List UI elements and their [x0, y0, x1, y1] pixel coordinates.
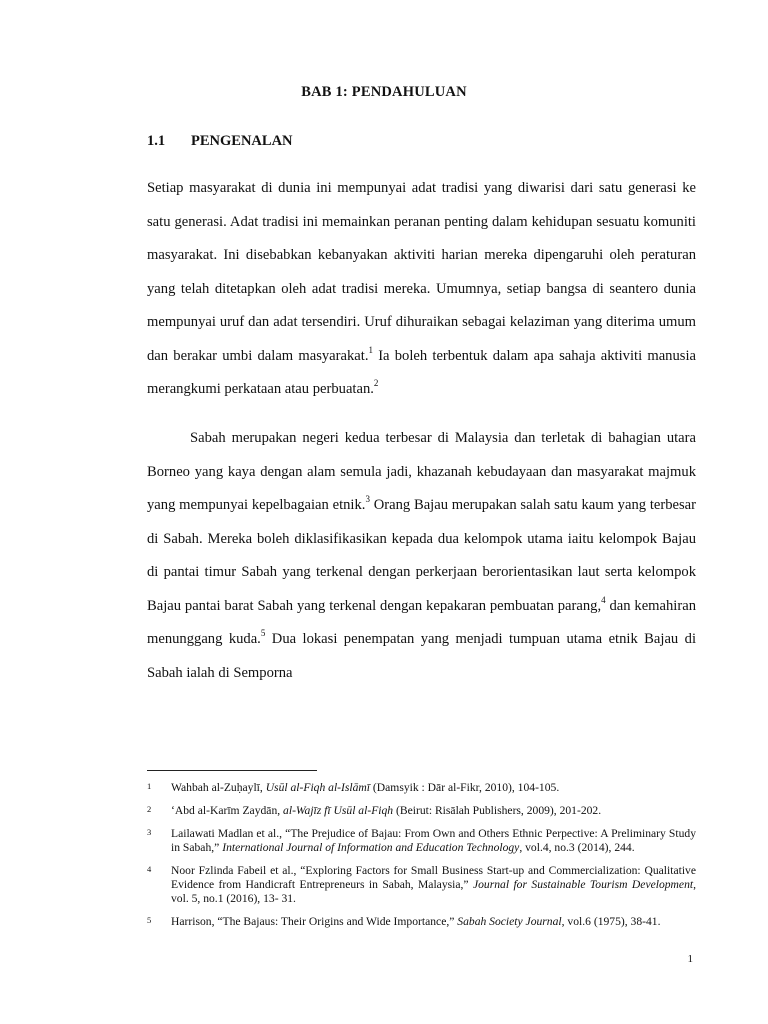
- page-number: 1: [687, 953, 693, 965]
- footnote-number: 3: [147, 827, 152, 837]
- section-number: 1.1: [147, 133, 166, 149]
- footnote-text: [171, 827, 696, 855]
- footnote-number: 2: [147, 804, 152, 814]
- footnote-text-pre: Noor Fzlinda Fabeil et al., “Exploring Factors for Small Business Start-up and Commercialization: Qualitative Evidence from Handicraft Entrepreneurs in Sabah, Malaysia,”: [171, 864, 696, 891]
- footnote-ref-4[interactable]: 4: [601, 594, 606, 605]
- footnote-number: 4: [147, 864, 152, 874]
- footnote-title: Sabah Society Journal: [457, 915, 562, 928]
- footnote-text-pre: Wahbah al-Zuḥaylī,: [171, 781, 266, 794]
- footnote-2: [147, 804, 696, 818]
- footnote-number: 1: [147, 781, 152, 791]
- footnote-text-post: , vol. 5, no.1 (2016), 13- 31.: [171, 878, 696, 905]
- section-title: PENGENALAN: [191, 133, 293, 149]
- section-heading: [147, 133, 293, 150]
- footnote-1: [147, 781, 696, 795]
- footnote-ref-2[interactable]: 2: [373, 378, 379, 389]
- footnote-text: [171, 864, 696, 906]
- footnote-ref-3[interactable]: 3: [365, 494, 370, 505]
- footnote-title: Usūl al-Fiqh al-Islāmī: [265, 781, 371, 794]
- footnote-3: [147, 827, 696, 855]
- footnote-text-pre: ʻAbd al-Karīm Zaydān,: [171, 804, 284, 817]
- footnote-text-post: (Beirut: Risālah Publishers, 2009), 201-202.: [393, 804, 602, 817]
- footnote-text: [171, 781, 696, 795]
- footnote-5: [147, 915, 696, 929]
- footnote-title: al-Wajīz fī Usūl al-Fiqh: [283, 804, 394, 817]
- paragraph-1-text-b: Ia boleh terbentuk dalam apa sahaja aktiviti manusia merangkumi perkataan atau perbuatan.: [147, 347, 696, 397]
- paragraph-2-text-b: Orang Bajau merupakan salah satu kaum yang terbesar di Sabah. Mereka boleh diklasifikasikan kepada dua kelompok utama iaitu kelompok Bajau di pantai timur Sabah yang terkenal dengan perkerjaan berorientasikan laut serta kelompok Bajau pantai barat Sabah yang terkenal dengan kepakaran pembuatan parang,: [147, 497, 697, 614]
- paragraph-1-text-a: Setiap masyarakat di dunia ini mempunyai adat tradisi yang diwarisi dari satu generasi ke satu generasi. Adat tradisi ini memainkan peranan penting dalam kehidupan sesuatu komuniti masyarakat. Ini disebabkan kebanyakan aktiviti harian mereka dipengaruhi oleh peraturan yang telah ditetapkan oleh adat tradisi mereka. Umumnya, setiap bangsa di seantero dunia mempunyai uruf dan adat tersendiri. Uruf dihuraikan sebagai kelaziman yang diterima umum dan berakar umbi dalam masyarakat.: [147, 180, 696, 364]
- footnote-text-pre: Harrison, “The Bajaus: Their Origins and Wide Importance,”: [171, 915, 458, 928]
- footnote-text: [171, 804, 696, 818]
- footnote-number: 5: [147, 915, 152, 925]
- footnote-4: [147, 864, 696, 906]
- footnote-ref-1[interactable]: 1: [368, 344, 373, 355]
- footnote-separator: [147, 770, 317, 771]
- footnote-title: Journal for Sustainable Tourism Development: [472, 878, 694, 891]
- paragraph-1: [147, 172, 696, 407]
- footnote-title: International Journal of Information and Education Technology: [222, 841, 520, 854]
- paragraph-2: [147, 422, 696, 690]
- footnote-text-pre: Lailawati Madlan et al., “The Prejudice of Bajau: From Own and Others Ethnic Perpective: A Preliminary Study in Sabah,”: [171, 827, 696, 854]
- footnote-text-post: , vol.4, no.3 (2014), 244.: [519, 841, 635, 854]
- chapter-title: BAB 1: PENDAHULUAN: [301, 84, 467, 100]
- footnotes: [147, 781, 696, 938]
- paragraph-2-text-a: Sabah merupakan negeri kedua terbesar di Malaysia dan terletak di bahagian utara Borneo yang kaya dengan alam semula jadi, khazanah kebudayaan dan masyarakat majmuk yang mempunyai kepelbagaian etnik.: [147, 430, 696, 513]
- footnote-text-post: (Damsyik : Dār al-Fikr, 2010), 104-105.: [370, 781, 560, 794]
- footnote-text-post: , vol.6 (1975), 38-41.: [561, 915, 661, 928]
- paragraph-2-text-c: dan kemahiran menunggang kuda.: [147, 597, 696, 647]
- paragraph-2-text-d: Dua lokasi penempatan yang menjadi tumpuan utama etnik Bajau di Sabah ialah di Semporna: [147, 631, 696, 681]
- footnote-text: [171, 915, 696, 929]
- footnote-ref-5[interactable]: 5: [260, 628, 266, 639]
